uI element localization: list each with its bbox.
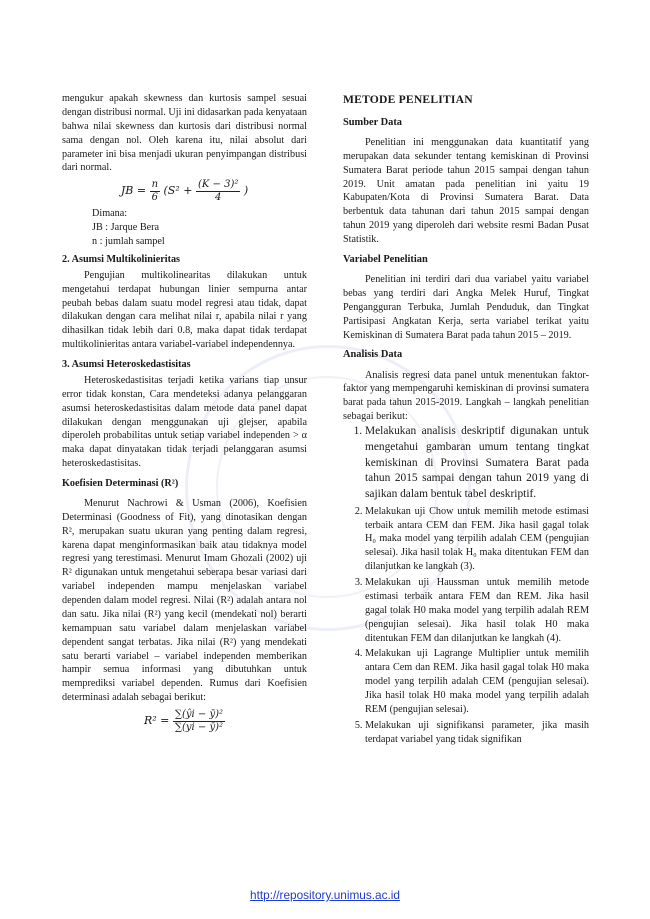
left-column	[62, 92, 307, 737]
list-item: 5. Melakukan uji signifikansi parameter, jika masih terdapat variabel yang tidak signifikan	[365, 719, 589, 747]
list-item: 1. Melakukan analisis deskriptif digunakan untuk mengetahui gambaran umum tentang tingkat kemiskinan di Provinsi Sumatera Barat pada tahun 2015 sampai dengan tahun 2019 yang di sajikan dalam bentuk tabel deskriptif.	[365, 424, 589, 503]
list-item: 3. Melakukan uji Haussman untuk memilih metode estimasi terbaik antara FEM dan REM. Jika hasil gagal tolak H0 maka model yang terpilih adalah REM (pengujian selesai). Jika hasil tolak H0 maka ditentukan FEM dan dilanjutkan ke langkah (4).	[365, 576, 589, 645]
analisis-data-text: Analisis regresi data panel untuk menentukan faktor-faktor yang mempengaruhi kemiskinan di provinsi sumatera barat pada tahun 2015-2019. Langkah – langkah penelitian sebagai berikut:	[343, 369, 589, 423]
koefisien-determinasi-heading: Koefisien Determinasi (R²)	[62, 478, 179, 489]
koefisien-determinasi-text: Menurut Nachrowi & Usman (2006), Koefisien Determinasi (Goodness of Fit), yang dinotasikan dengan R², merupakan suatu ukuran yang penting dalam regresi, karena dapat menginformasikan baik atau tidaknya model regresi yang terestimasi. Menurut Imam Ghozali (2002) uji R² digunakan untuk mengetahui seberapa besar variasi dari variabel independen mampu menjelaskan variabel dependen dalam model regresi. Nilai (R²) adalah antara nol dan satu. Jika nilai (R²) yang kecil (mendekati nol) berarti kemampuan satu variabel dalam menjelaskan variabel dependent sangat terbatas. Jika nilai (R²) yang mendekati satu berarti variabel – variabel independen memberikan hampir semua informasi yang dibutuhkan untuk memprediksi variabel dependen. Rumus dari Koefisien determinasi adalah sebagai berikut:	[62, 497, 307, 704]
section-heteroskedastisitas-heading: 3. Asumsi Heteroskedastisitas	[62, 359, 191, 370]
list-item: 2. Melakukan uji Chow untuk memilih metode estimasi terbaik antara CEM dan FEM. Jika hasil gagal tolak H₀ maka model yang terpilih adalah CEM (pengujian selesai). Jika hasil tolak H₀ maka ditentukan FEM dan dilanjutkan ke langkah (3).	[365, 505, 589, 574]
multikolinieritas-text: Pengujian multikolinearitas dilakukan untuk mengetahui terdapat hubungan linier sempurna antar peubah bebas dalam suatu model regresi atau tidak, dapat dilakukan dengan cara melihat nilai r, apabila nilai r yang dihasilkan tidak lebih dari 0.8, maka dapat tidak terdapat multikolinieritas antara variabel-variabel independennya.	[62, 269, 307, 351]
jarque-bera-equation: JB = $\frac{n}{6}$ (S² + $\frac{\text{(K − 3)²}}{4}$ )	[120, 179, 249, 203]
sumber-data-heading: Sumber Data	[343, 116, 402, 128]
heteroskedastisitas-text: Heteroskedastisitas terjadi ketika varians tiap unsur error tidak konstan, Cara mendeteksi adanya pelanggaran asumsi heteroskedastisitas dalam metode data panel dapat dilakukan dengan menggunakan uji glejser, apabila diperoleh probabilitas untuk setiap variabel independen > α maka dapat dinyatakan tidak terjadi pelanggaran asumsi heteroskedastisitas.	[62, 374, 307, 470]
section-multikolinieritas-heading: 2. Asumsi Multikolinieritas	[62, 253, 181, 265]
r-squared-equation: R² = $\frac{\text{∑(ŷi − ȳ)²}}{\text{∑(yi − ȳ)²}}$	[143, 709, 224, 733]
sumber-data-text: Penelitian ini menggunakan data kuantitatif yang merupakan data sekunder tentang kemiskinan di Provinsi Sumatera Barat periode tahun 2015 sampai dengan tahun 2019. Unit amatan pada penelitian ini yaitu 19 Kabupaten/Kota di Provinsi Sumatera Barat. Data berbentuk data tahunan dari tahun 2015 sampai dengan tahun 2019 yang diperoleh dari website resmi Badan Pusat Statistik.	[343, 136, 589, 246]
repository-footer-link[interactable]: http://repository.unimus.ac.id	[250, 888, 400, 902]
variabel-penelitian-text: Penelitian ini terdiri dari dua variabel yaitu variabel bebas yang terdiri dari Angka Melek Huruf, Tingkat Pengangguran Terbuka, Jumlah Penduduk, dan Tingkat Partisipasi Angkatan Kerja, serta variabel terikat yaitu Kemiskinan di Sumatera Barat pada tahun 2015 – 2019.	[343, 274, 589, 341]
right-column	[343, 92, 589, 749]
research-steps-list	[343, 424, 589, 747]
normality-intro-text: mengukur apakah skewness dan kurtosis sampel sesuai dengan distribusi normal. Uji ini didasarkan pada kenyataan bahwa nilai skewness dan kurtosis dari distribusi normal sama dengan nol. Oleh karena itu, nilai absolut dari parameter ini bisa menjadi ukuran penyimpangan distribusi dari normal.	[62, 93, 307, 174]
equation-definitions: Dimana: JB : Jarque Bera n : jumlah sampel	[92, 208, 165, 247]
variabel-penelitian-heading: Variabel Penelitian	[343, 253, 428, 265]
list-item: 4. Melakukan uji Lagrange Multiplier untuk memilih antara Cem dan REM. Jika hasil gagal tolak H0 maka model yang terpilih adalah CEM (pengujian selesai). Jika hasil tolak H0 maka model yang terpilih adalah REM (pengujian selesai).	[365, 647, 589, 716]
metode-penelitian-heading: METODE PENELITIAN	[343, 93, 473, 106]
analisis-data-heading: Analisis Data	[343, 349, 403, 361]
